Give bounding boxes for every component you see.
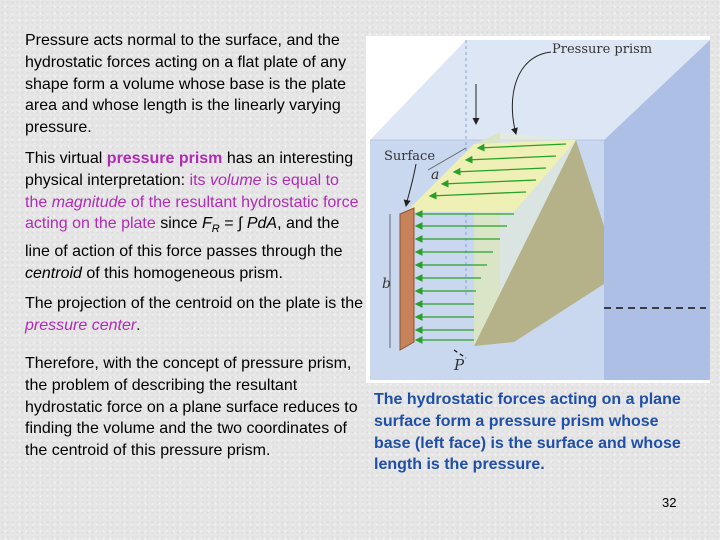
text-run: has an interesting physical interpretation: (25, 149, 354, 189)
term-pressure-center: pressure center (25, 316, 137, 334)
label-b: b (382, 276, 391, 292)
text-run-highlight: its (189, 171, 210, 189)
text-run: The projection of the centroid on the plate is the (25, 294, 363, 312)
paragraph-therefore: Therefore, with the concept of pressure prism, the problem of describing the resultant hydrostatic force on a plane surface reduces to finding the volume and the two coordinates of the centroid of this pressure prism. (25, 355, 358, 460)
label-pressure-prism: Pressure prism (552, 42, 653, 57)
text-run: This virtual (25, 149, 107, 167)
label-surface: Surface (384, 149, 436, 164)
label-p: P (454, 356, 465, 374)
subscript-r: R (211, 223, 220, 236)
paragraph-pressure-acts: Pressure acts normal to the surface, and the hydrostatic forces acting on a flat plate of any shape form a volume whose base is the plate area and whose length is the linearly varying pressure. (25, 32, 347, 137)
paragraph-virtual-prism (25, 148, 365, 285)
term-magnitude: magnitude (51, 193, 127, 211)
term-centroid: centroid (25, 265, 82, 283)
pressure-prism-figure (366, 36, 710, 383)
page-number: 32 (662, 495, 677, 510)
text-run: , and the line of action of this force passes through the (25, 215, 343, 261)
text-column (25, 30, 365, 347)
text-run: . (136, 316, 141, 334)
term-volume: volume (209, 171, 262, 189)
paragraph-projection (25, 293, 365, 337)
label-a: a (431, 167, 440, 183)
text-run: since (155, 215, 203, 233)
symbol-f: F (202, 215, 212, 233)
pressure-prism-illustration (366, 36, 710, 383)
text-run-highlight: is equal to the (25, 171, 339, 211)
plate-surface (400, 208, 414, 350)
text-run: = ∫ (219, 215, 247, 233)
text-run-highlight: of the resultant hydrostatic force acting on the plate (25, 193, 359, 233)
symbol-pda: PdA (246, 215, 278, 233)
text-run: of this homogeneous prism. (81, 265, 283, 283)
term-pressure-prism: pressure prism (106, 149, 223, 167)
figure-caption: The hydrostatic forces acting on a plane surface form a pressure prism whose base (left face) is the surface and whose length is the pressure. (374, 391, 681, 474)
